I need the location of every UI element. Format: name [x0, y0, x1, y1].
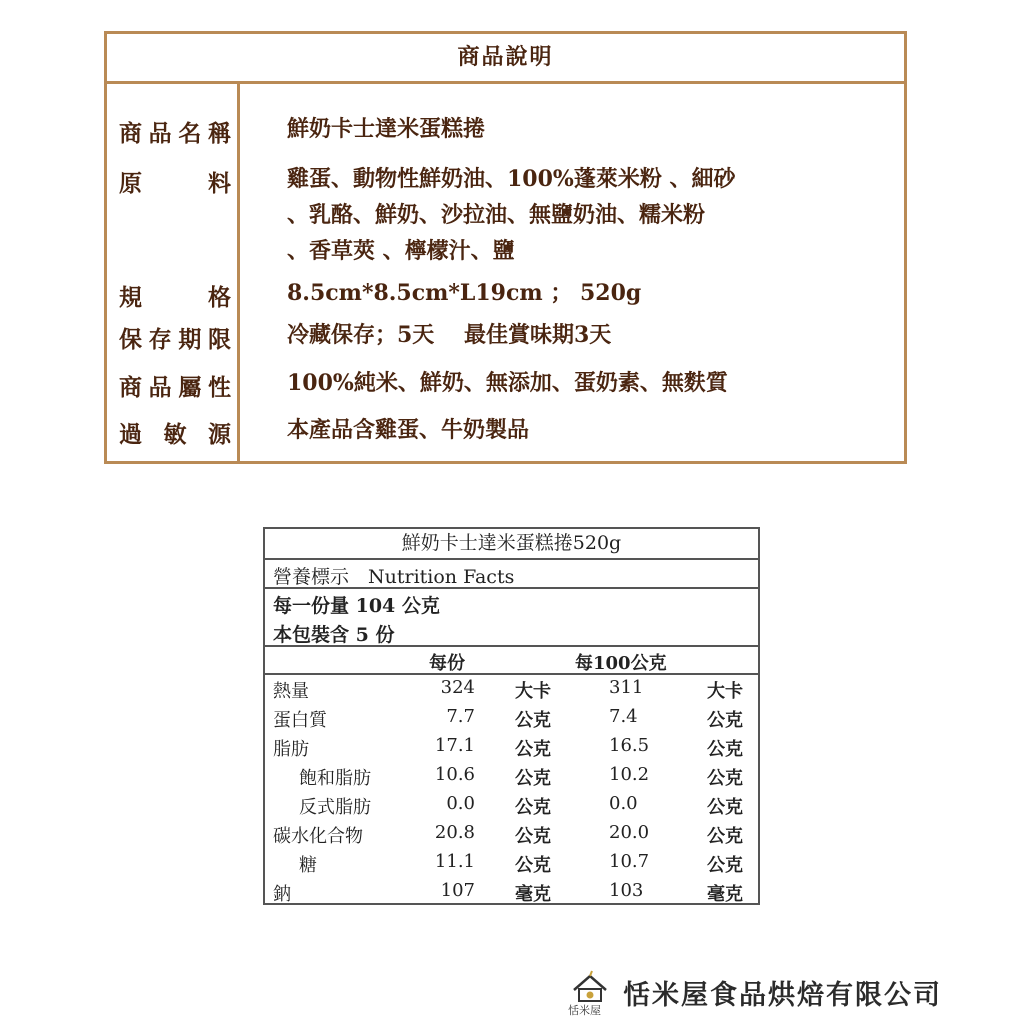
per-serving-value: 11.1 [434, 851, 475, 872]
nutrient-name: 鈉 [273, 884, 291, 905]
per-100g-unit: 公克 [707, 768, 743, 789]
per-serving-header: 每份 [429, 653, 465, 674]
info-value: 本產品含雞蛋、牛奶製品 [287, 417, 530, 443]
per-100g-value: 20.0 [609, 822, 650, 843]
info-label: 過 敏 源 [119, 421, 231, 448]
divider [265, 587, 758, 589]
per-100g-header: 每100公克 [575, 653, 667, 674]
nutrition-header: 營養標示 Nutrition Facts [273, 566, 515, 588]
per-100g-value: 311 [609, 677, 644, 698]
per-serving-unit: 公克 [515, 855, 551, 876]
per-100g-unit: 公克 [707, 739, 743, 760]
per-serving-value: 10.6 [434, 764, 475, 785]
per-100g-value: 10.2 [609, 764, 650, 785]
serving-size: 每一份量 104 公克 [273, 595, 440, 617]
divider [265, 673, 758, 675]
per-100g-value: 16.5 [609, 735, 650, 756]
nutrient-name: 脂肪 [273, 739, 309, 760]
info-value: 8.5cm*8.5cm*L19cm ； 520g [287, 280, 642, 306]
product-info-table [104, 31, 907, 464]
per-serving-value: 20.8 [434, 822, 475, 843]
company-name: 恬米屋食品烘焙有限公司 [623, 980, 942, 1011]
info-value: 100%純米、鮮奶、無添加、蛋奶素、無麩質 [287, 370, 728, 396]
per-100g-value: 7.4 [609, 706, 638, 727]
info-value: 冷藏保存；5天 最佳賞味期3天 [287, 322, 612, 348]
info-label: 規 格 [119, 284, 231, 311]
info-value: 鮮奶卡士達米蛋糕捲 [287, 116, 486, 142]
per-100g-value: 10.7 [609, 851, 650, 872]
per-serving-value: 7.7 [446, 706, 475, 727]
nutrient-name: 碳水化合物 [273, 826, 363, 847]
per-100g-unit: 公克 [707, 710, 743, 731]
per-100g-unit: 大卡 [707, 681, 743, 702]
column-divider [237, 81, 240, 461]
per-serving-value: 0.0 [446, 793, 475, 814]
per-100g-unit: 公克 [707, 855, 743, 876]
servings-per-package: 本包裝含 5 份 [273, 624, 395, 646]
per-100g-unit: 公克 [707, 826, 743, 847]
nutrient-name: 熱量 [273, 681, 309, 702]
nutrient-name: 蛋白質 [273, 710, 327, 731]
info-label: 商 品 名 稱 [119, 120, 231, 147]
per-serving-unit: 毫克 [515, 884, 551, 905]
info-label: 商 品 屬 性 [119, 374, 231, 401]
per-serving-unit: 公克 [515, 768, 551, 789]
per-serving-value: 17.1 [434, 735, 475, 756]
nutrient-name: 糖 [299, 855, 317, 876]
nutrition-title: 鮮奶卡士達米蛋糕捲520g [265, 529, 758, 560]
per-100g-value: 103 [609, 880, 644, 901]
per-serving-unit: 公克 [515, 710, 551, 731]
per-serving-value: 107 [440, 880, 475, 901]
product-info-title: 商品說明 [107, 34, 904, 84]
info-label: 原 料 [119, 170, 231, 197]
nutrition-facts-table [263, 527, 760, 905]
per-serving-unit: 公克 [515, 797, 551, 818]
per-100g-value: 0.0 [609, 793, 638, 814]
nutrient-name: 反式脂肪 [299, 797, 371, 818]
per-serving-unit: 公克 [515, 739, 551, 760]
info-label: 保 存 期 限 [119, 326, 231, 353]
nutrient-name: 飽和脂肪 [299, 768, 371, 789]
divider [265, 645, 758, 647]
per-serving-unit: 公克 [515, 826, 551, 847]
logo-text: 恬米屋 [568, 1004, 601, 1017]
per-serving-value: 324 [440, 677, 475, 698]
per-serving-unit: 大卡 [515, 681, 551, 702]
per-100g-unit: 毫克 [707, 884, 743, 905]
info-value: 雞蛋、動物性鮮奶油、100%蓬萊米粉 、細砂 、乳酪、鮮奶、沙拉油、無鹽奶油、糯米粉 、香草莢 、檸檬汁、鹽 [287, 166, 736, 264]
per-100g-unit: 公克 [707, 797, 743, 818]
